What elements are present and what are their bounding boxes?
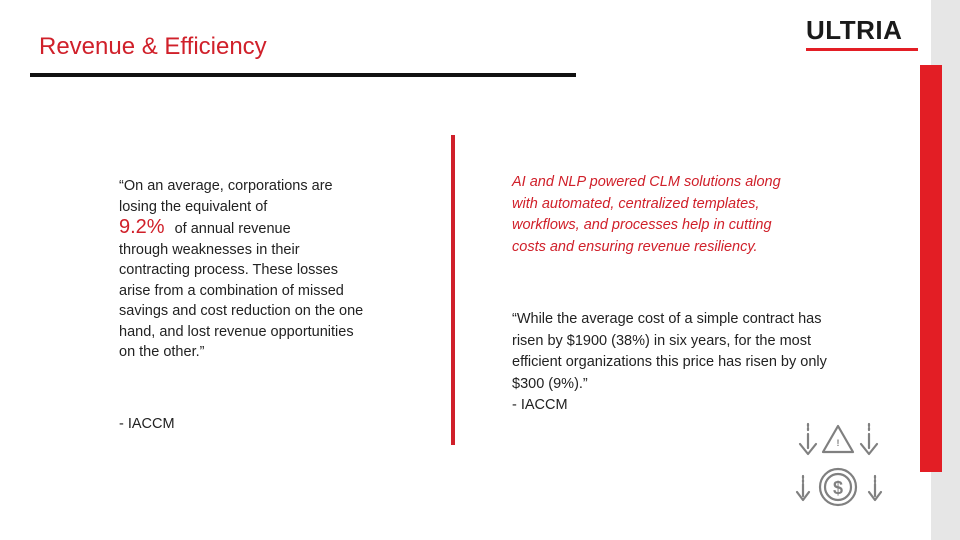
left-quote — [119, 176, 369, 363]
ultria-logo — [806, 15, 918, 55]
left-quote-intro: “On an average, corporations are losing the equivalent of — [119, 178, 333, 215]
page-title: Revenue & Efficiency — [39, 33, 267, 60]
right-quote-text: “While the average cost of a simple contract has risen by $1900 (38%) in six years, for the most efficient organizations this price has risen by only $300 (9%).” — [512, 311, 827, 392]
svg-text:$: $ — [832, 478, 844, 498]
cost-warning-dollar-icon — [795, 420, 885, 515]
logo-underline — [806, 48, 918, 51]
stat-value: 9.2% — [119, 216, 165, 238]
svg-text:!: ! — [836, 438, 840, 448]
red-accent-bar — [920, 65, 942, 472]
vertical-divider — [451, 135, 455, 445]
title-underline — [30, 73, 576, 77]
right-quote — [512, 309, 842, 417]
left-attribution: - IACCM — [119, 416, 175, 432]
logo-text: ULTRIA — [806, 15, 903, 45]
right-attribution: - IACCM — [512, 397, 568, 413]
clm-benefit-text: AI and NLP powered CLM solutions along with automated, centralized templates, workflows, and processes help in cutting costs and ensuring revenue resiliency. — [512, 174, 781, 255]
stat-suffix: of annual revenue — [174, 221, 291, 237]
stat-line — [119, 217, 369, 240]
left-quote-body: through weaknesses in their contracting process. These losses arise from a combination of missed savings and cost reduction on the one hand, and lost revenue opportunities on the other.” — [119, 241, 364, 360]
